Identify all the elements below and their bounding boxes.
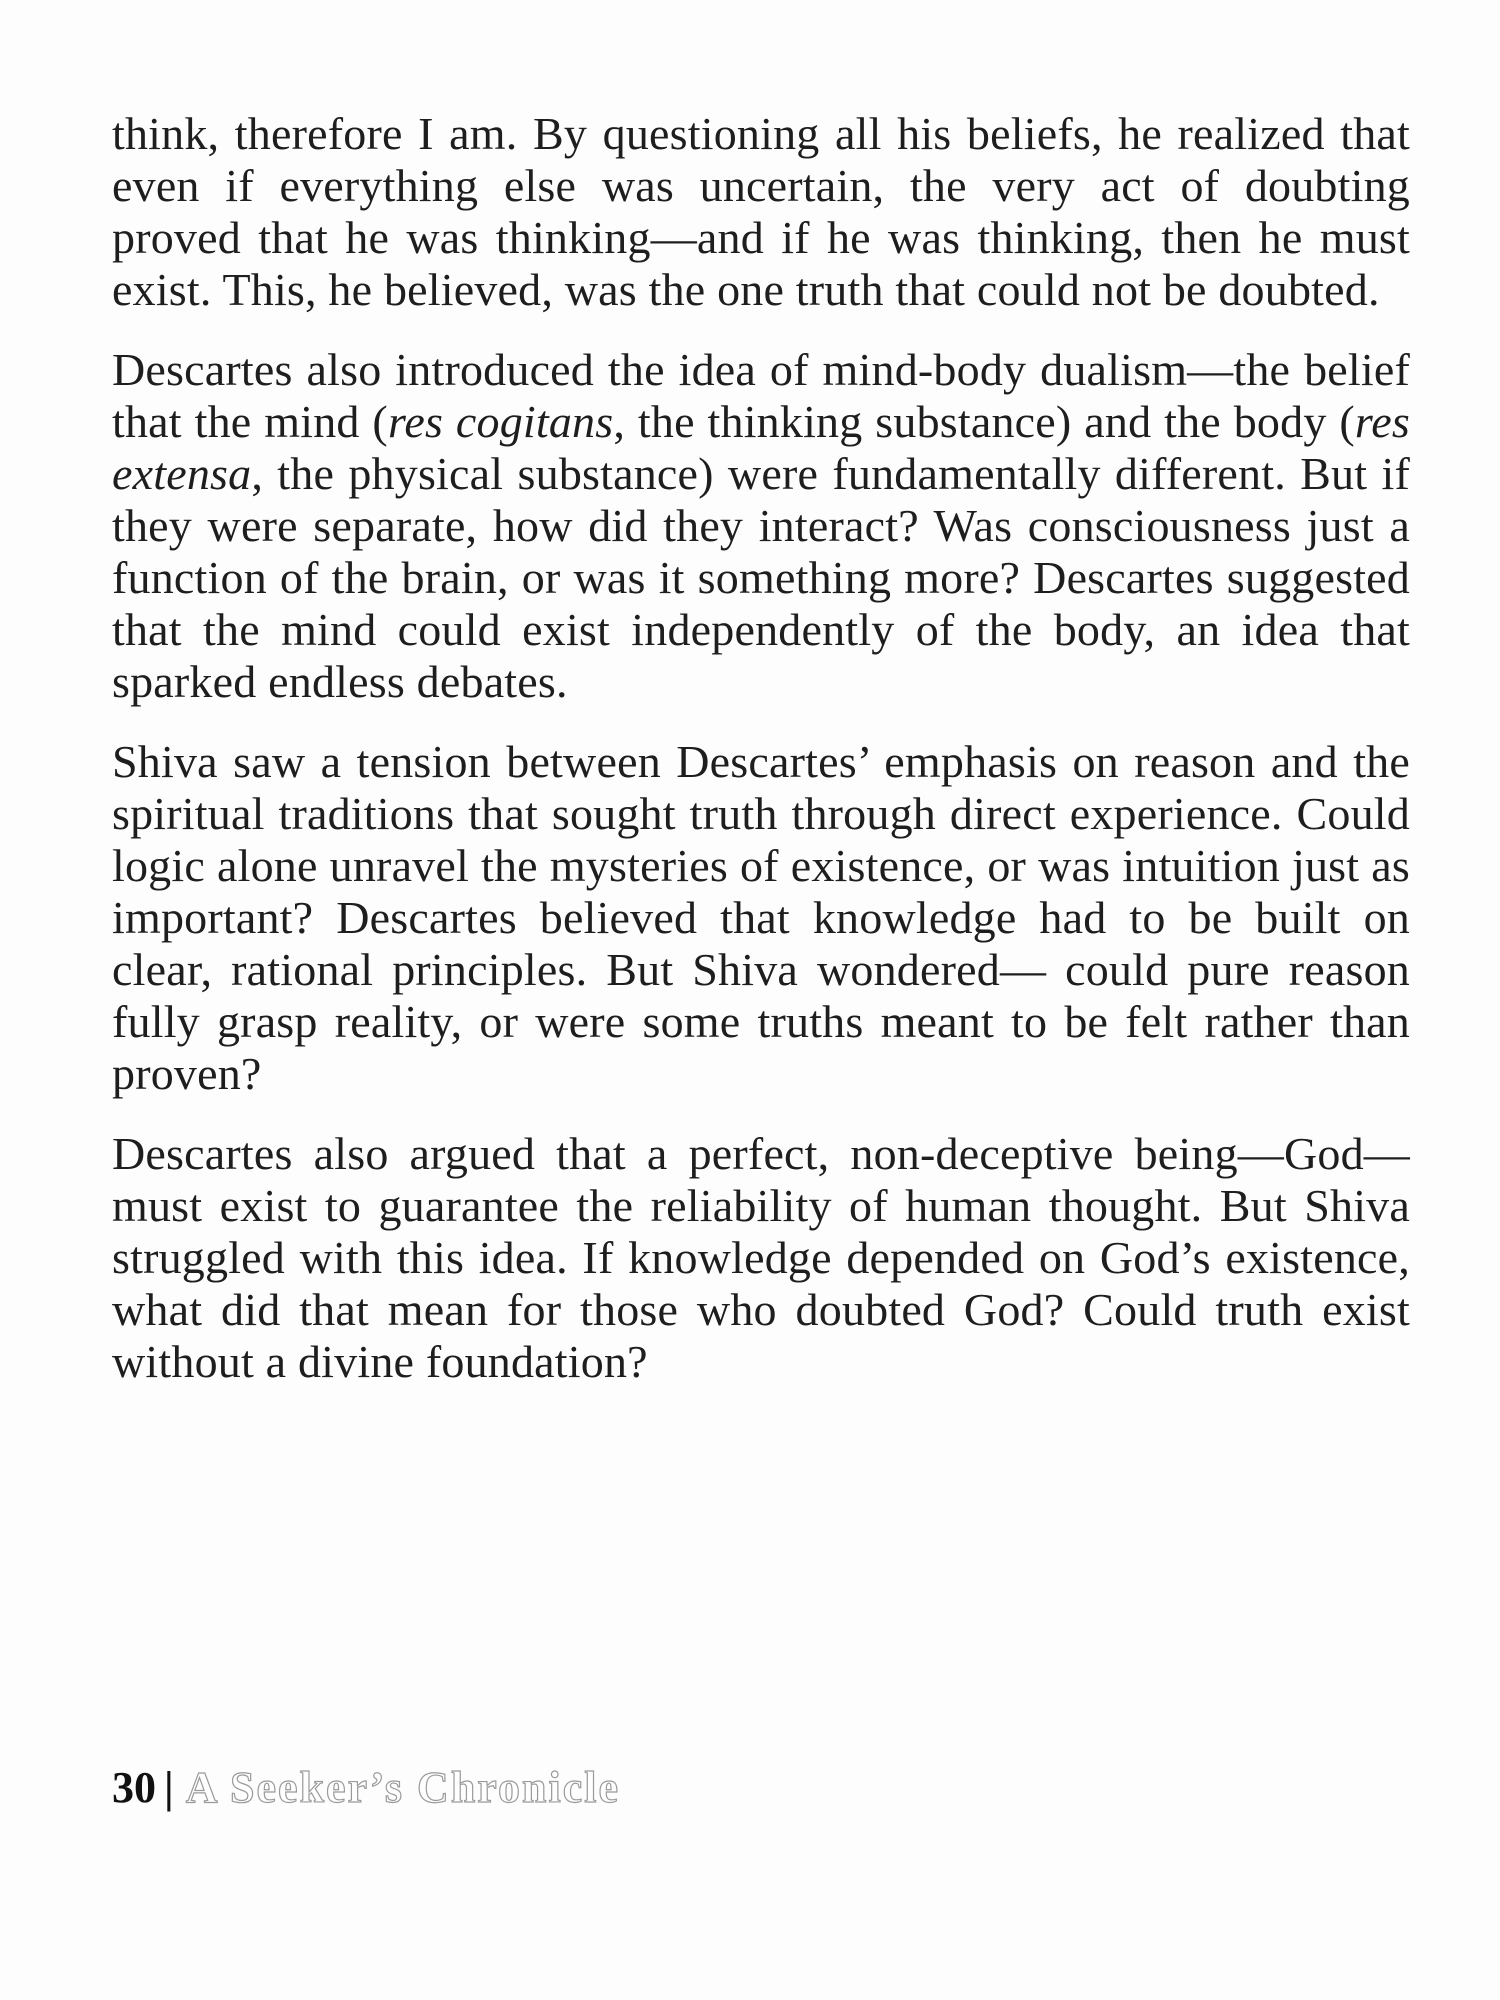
paragraph-2-text-b: , the thinking substance) and the body ( bbox=[613, 396, 1355, 447]
latin-term-res-cogitans: res cogitans bbox=[387, 396, 614, 447]
body-text bbox=[112, 108, 1410, 1416]
paragraph-1 bbox=[112, 108, 1410, 316]
paragraph-4 bbox=[112, 1128, 1410, 1388]
footer-separator: | bbox=[164, 1763, 174, 1812]
paragraph-1-text: think, therefore I am. By questioning all his beliefs, he realized that even if everything else was uncertain, the very act of doubting proved that he was thinking—and if he was thinking, then he must exist. This, he believed, was the one truth that could not be doubted. bbox=[112, 108, 1410, 315]
page-footer bbox=[112, 1762, 620, 1814]
paragraph-2 bbox=[112, 344, 1410, 708]
page-number: 30 bbox=[112, 1763, 156, 1812]
paragraph-2-text-c: , the physical substance) were fundamentally different. But if they were separate, how did they interact? Was consciousness just a function of the brain, or was it something more? Descartes suggested that the mind could exist independently of the body, an idea that sparked endless debates. bbox=[112, 448, 1410, 707]
book-title: A Seeker’s Chronicle bbox=[185, 1763, 621, 1812]
paragraph-2-text-a: Descartes also introduced the idea of mind-body dualism—the belief that the mind ( bbox=[112, 344, 1410, 447]
latin-term-res-extensa: res extensa bbox=[112, 396, 1410, 499]
paragraph-3 bbox=[112, 736, 1410, 1100]
paragraph-3-text: Shiva saw a tension between Descartes’ emphasis on reason and the spiritual traditions that sought truth through direct experience. Could logic alone unravel the mysteries of existence, or was intuition just as important? Descartes believed that knowledge had to be built on clear, rational principles. But Shiva wondered— could pure reason fully grasp reality, or were some truths meant to be felt rather than proven? bbox=[112, 736, 1410, 1099]
paragraph-4-text: Descartes also argued that a perfect, non-deceptive being—God—must exist to guarantee the reliability of human thought. But Shiva struggled with this idea. If knowledge depended on God’s existence, what did that mean for those who doubted God? Could truth exist without a divine foundation? bbox=[112, 1128, 1410, 1387]
